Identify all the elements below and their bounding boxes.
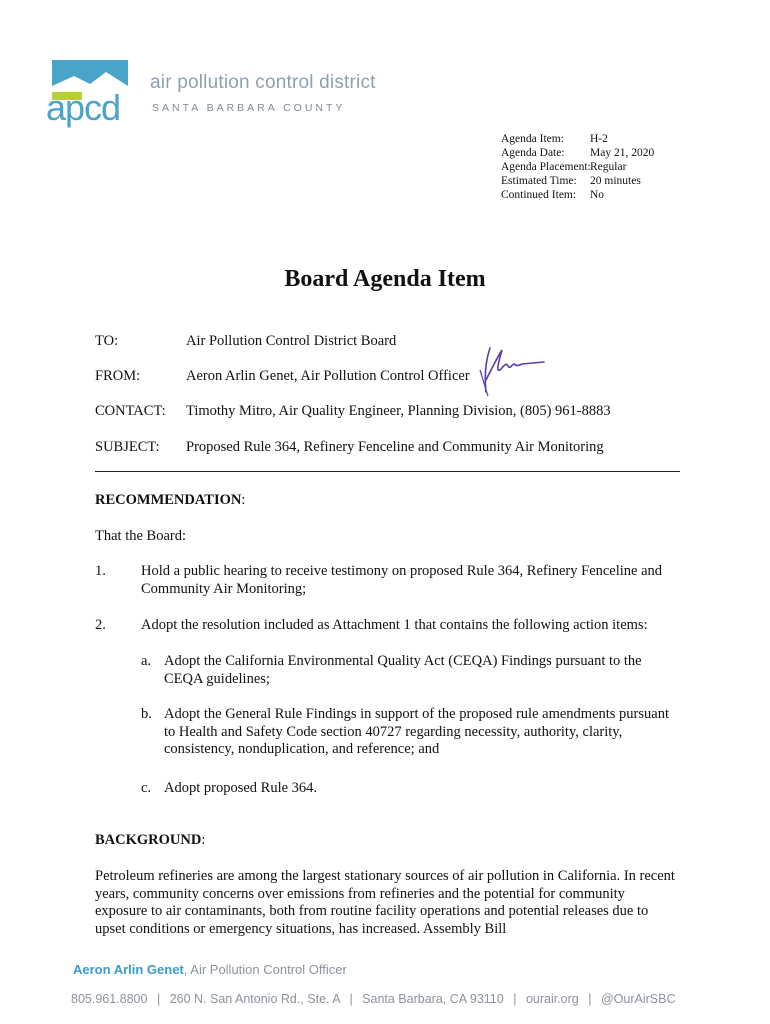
meta-label: Agenda Placement: [501,161,591,173]
footer-city: Santa Barbara, CA 93110 [362,992,504,1006]
background-heading: BACKGROUND: [95,832,206,848]
footer-separator: | [588,992,592,1006]
footer-officer [73,962,347,977]
sublist-item-text: Adopt proposed Rule 364. [164,780,318,796]
memo-label-contact: CONTACT: [95,403,166,419]
footer-officer-title: , Air Pollution Control Officer [183,962,347,977]
memo-value-subject: Proposed Rule 364, Refinery Fenceline and Community Air Monitoring [186,439,604,455]
footer-contacts [71,992,675,1006]
meta-label: Continued Item: [501,189,577,201]
memo-value-to: Air Pollution Control District Board [186,333,397,349]
sublist-item-text: Adopt the California Environmental Quality Act (CEQA) Findings pursuant to the CEQA guidelines; [164,653,642,687]
footer-officer-name: Aeron Arlin Genet [73,962,184,977]
header-divider [95,471,680,472]
memo-value-contact: Timothy Mitro, Air Quality Engineer, Planning Division, (805) 961-8883 [186,403,611,419]
list-item-number: 2. [95,617,106,633]
footer-address: 260 N. San Antonio Rd., Ste. A [169,992,340,1006]
footer-phone: 805.961.8800 [71,992,148,1006]
meta-value: H-2 [590,133,608,145]
meta-label: Estimated Time: [501,175,577,187]
background-paragraph: Petroleum refineries are among the largest stationary sources of air pollution in California. In recent years, community concerns over emissions from refineries and the potential for community exposure to air contaminants, both from routine facility operations and potential releases due to upset conditions or emergency situations, has increased. Assembly Bill [95,868,675,937]
org-county: SANTA BARBARA COUNTY [152,102,346,114]
org-name: air pollution control district [150,72,376,93]
sublist-item-letter: b. [141,706,152,722]
recommendation-intro: That the Board: [95,528,187,544]
list-item-number: 1. [95,563,106,579]
signature-icon [478,340,548,400]
memo-label-subject: SUBJECT: [95,439,160,455]
logo-wordmark: apcd [46,87,121,128]
memo-label-from: FROM: [95,368,141,384]
meta-label: Agenda Item: [501,133,564,145]
list-item-text: Adopt the resolution included as Attachment 1 that contains the following action items: [141,617,648,633]
meta-value: May 21, 2020 [590,147,655,159]
meta-value: No [590,189,605,201]
footer-separator: | [156,992,161,1006]
sublist-item-letter: a. [141,653,152,669]
meta-value: 20 minutes [590,175,641,187]
footer-website[interactable]: ourair.org [525,992,579,1006]
footer-separator: | [513,992,517,1006]
footer-social[interactable]: @OurAirSBC [600,992,676,1006]
sublist-item-text: Adopt the General Rule Findings in support of the proposed rule amendments pursuant to Health and Safety Code section 40727 regarding necessity, authority, clarity, consistency, nonduplication, and reference; and [164,706,669,757]
recommendation-heading: RECOMMENDATION: [95,492,246,508]
meta-value: Regular [590,161,627,173]
page-title: Board Agenda Item [284,266,486,292]
sublist-item-letter: c. [141,780,152,796]
memo-label-to: TO: [95,333,119,349]
list-item-text: Hold a public hearing to receive testimony on proposed Rule 364, Refinery Fenceline and Community Air Monitoring; [141,563,663,597]
memo-value-from: Aeron Arlin Genet, Air Pollution Control Officer [186,368,470,384]
footer-separator: | [349,992,353,1006]
meta-label: Agenda Date: [501,147,565,159]
